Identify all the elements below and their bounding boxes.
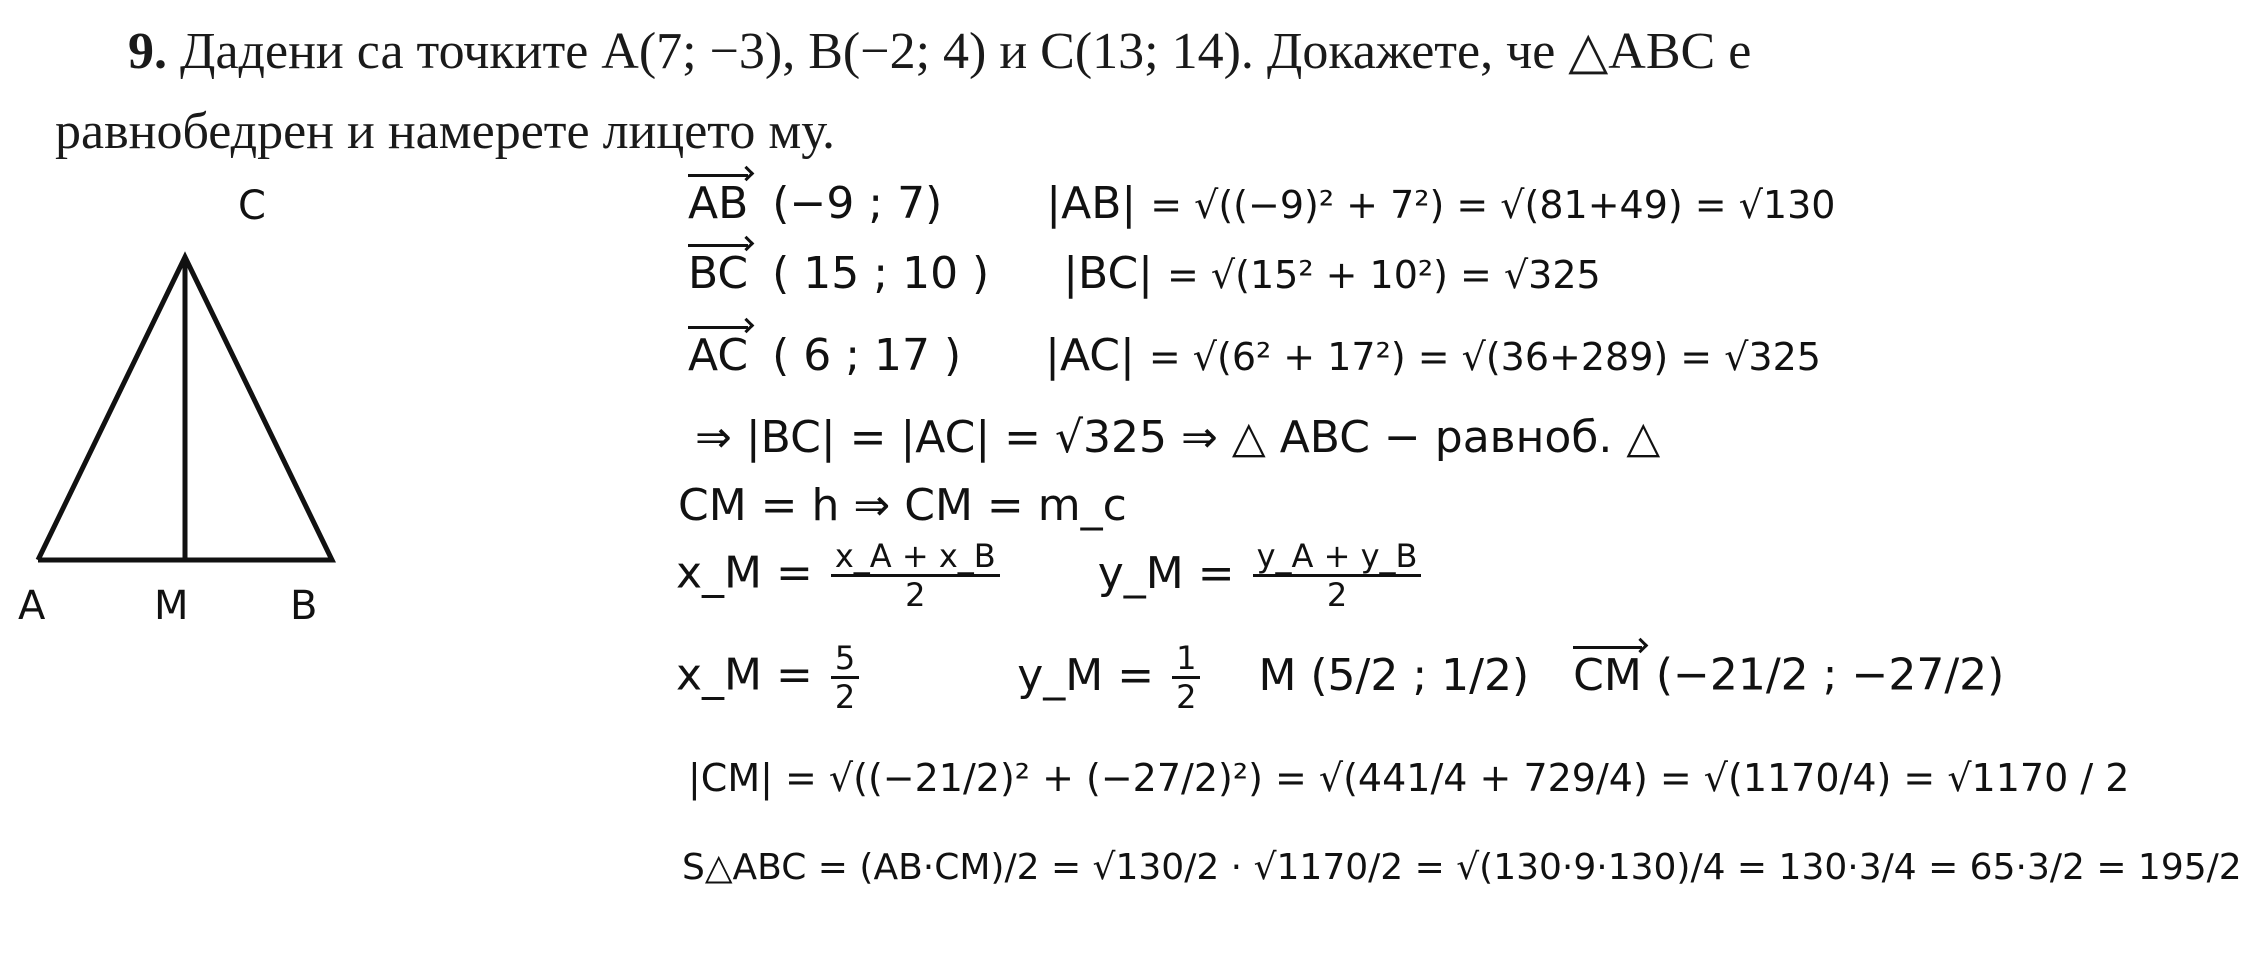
ym-denominator: 2 [1326,576,1348,614]
modulus-ab: |AB| [1046,178,1137,229]
vertex-label-b: B [290,583,318,629]
ym-fraction [1253,538,1422,613]
solution-row-3 [688,330,1821,383]
vector-cm: CM [1573,649,1642,701]
solution-row-8: |CM| = √((−21/2)² + (−27/2)²) = √(441/4 + 729/4) = √(1170/4) = √1170 / 2 [688,756,2130,800]
xm-numerator: x_A + x_B [831,538,1000,577]
ym-label: y_M = [1097,547,1235,599]
modulus-ab-expr: = √((−9)² + 7²) = √(81+49) = √130 [1150,183,1836,227]
ym-value-fraction [1172,640,1200,715]
xm-fraction [831,538,1000,613]
solution-row-1 [688,178,1835,231]
xm-denominator: 2 [905,576,926,614]
solution-row-4: ⇒ |BC| = |AC| = √325 ⇒ △ ABC − равноб. △ [695,412,1661,463]
xm-value-num: 5 [831,640,859,679]
ym-numerator: y_A + y_B [1253,538,1422,577]
solution-row-9: S△ABC = (AB·CM)/2 = √130/2 · √1170/2 = √(130·9·130)/4 = 130·3/4 = 65·3/2 = 195/2 [682,847,2242,888]
vector-ac-coords: ( 6 ; 17 ) [772,330,962,381]
point-label-m: M [154,583,189,629]
vertex-label-c: C [238,183,266,229]
ym-value-label: y_M = [1017,649,1155,701]
point-m-coords: M (5/2 ; 1/2) [1258,649,1530,701]
vector-ab-coords: (−9 ; 7) [772,178,943,229]
xm-value-den: 2 [834,678,856,716]
vector-ab: AB [688,178,749,229]
xm-value-fraction [831,640,859,715]
solution-row-7 [676,640,2004,715]
modulus-ac: |AC| [1045,330,1135,381]
vector-bc: BC [688,248,749,299]
problem-number: 9. [128,23,167,80]
vector-ac: AC [688,330,749,381]
modulus-bc: |BC| [1063,248,1154,299]
xm-label: x_M = [676,547,813,599]
problem-statement-1: Дадени са точките A(7; −3), B(−2; 4) и C(13; 14). Докажете, че △ABC е [180,23,1752,80]
modulus-ac-expr: = √(6² + 17²) = √(36+289) = √325 [1148,335,1821,379]
vector-bc-coords: ( 15 ; 10 ) [772,248,990,299]
vertex-label-a: A [18,583,46,629]
solution-row-5: CM = h ⇒ CM = m_c [678,480,1127,531]
ym-value-num: 1 [1172,640,1200,679]
solution-row-2 [688,248,1601,301]
solution-row-6 [676,538,1425,613]
ym-value-den: 2 [1176,678,1197,716]
problem-statement-2: равнобедрен и намерете лицето му. [55,103,836,160]
vector-cm-coords: (−21/2 ; −27/2) [1655,649,2005,701]
xm-value-label: x_M = [676,649,813,701]
modulus-bc-expr: = √(15² + 10²) = √325 [1167,253,1601,297]
